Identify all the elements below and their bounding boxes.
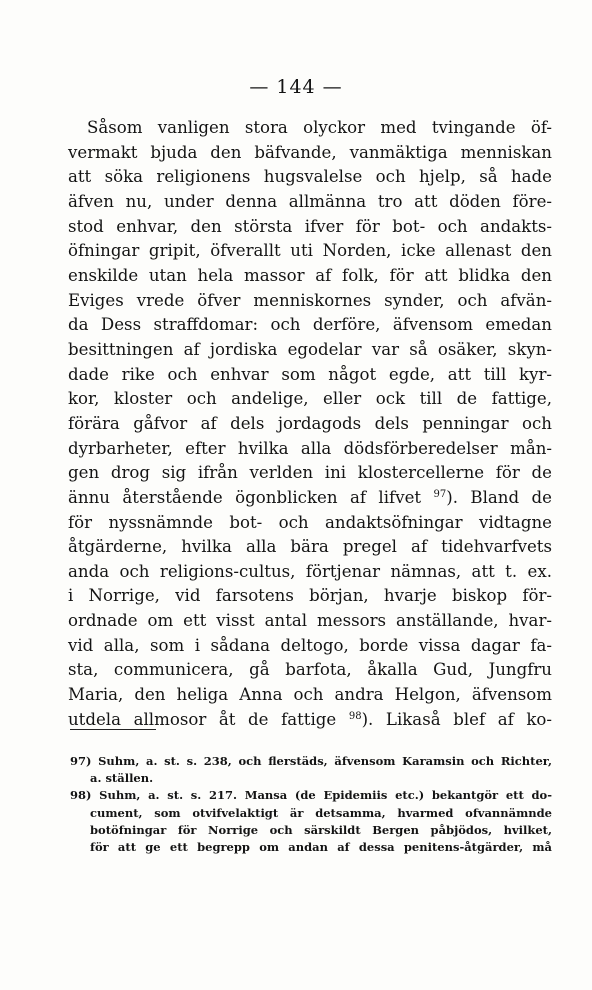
text-line: dade rike och enhvar som något egde, att till kyr- [68, 364, 552, 384]
footnote-divider [70, 729, 156, 730]
footnote-ref-97: 97 [433, 488, 447, 500]
text-line: sta, communicera, gå barfota, åkalla Gud, Jungfru [68, 660, 552, 680]
text-line: Såsom vanligen stora olyckor med tvingande öf- [87, 118, 552, 137]
text-line: ordnade om ett visst antal messors anställande, hvar- [68, 611, 552, 631]
text-line: åtgärderne, hvilka alla bära pregel af tidehvarfvets [68, 537, 552, 557]
text-line: vid alla, som i sådana deltogo, borde vissa dagar fa- [68, 635, 552, 655]
text-line: enskilde utan hela massor af folk, för att blidka den [68, 265, 552, 285]
text-line: gen drog sig ifrån verlden ini klostercellerne för de [68, 463, 552, 483]
text-line: kor, kloster och andelige, eller ock till de fattige, [68, 389, 552, 409]
footnote-98-line: 98) Suhm, a. st. s. 217. Mansa (de Epidemiis etc.) bekantgör ett do- [70, 788, 552, 803]
text-line: vermakt bjuda den bäfvande, vanmäktiga menniskan [68, 142, 552, 162]
text-line: i Norrige, vid farsotens början, hvarje biskop för- [68, 586, 552, 606]
footnote-98-line: cument, som otvifvelaktigt är detsamma, hvarmed ofvannämnde [90, 805, 552, 820]
text-line: da Dess straffdomar: och derföre, äfvensom emedan [68, 315, 552, 335]
text-line: Eviges vrede öfver menniskornes synder, och afvän- [68, 290, 552, 310]
text-line: äfven nu, under denna allmänna tro att döden före- [68, 191, 552, 211]
text-line: anda och religions-cultus, förtjenar nämnas, att t. ex. [68, 561, 552, 581]
footnote-98-line: botöfningar för Norrige och särskildt Bergen påbjödos, hvilket, [90, 822, 552, 837]
text-segment: ). [361, 709, 374, 729]
text-line: Maria, den heliga Anna och andra Helgon, äfvensom [68, 685, 552, 705]
text-line: att söka religionens hugsvalelse och hjelp, så hade [68, 167, 552, 187]
text-line: stod enhvar, den största ifver för bot- och andakts- [68, 216, 552, 236]
footnote-97-line: a. ställen. [90, 771, 154, 786]
text-segment: Likaså blef af ko- [385, 709, 552, 729]
footnote-98-line: för att ge ett begrepp om andan af dessa penitens-åtgärder, må [90, 840, 552, 855]
text-line: för nyssnämnde bot- och andaktsöfningar vidtagne [68, 512, 552, 532]
footnote-97-line: 97) Suhm, a. st. s. 238, och flerstäds, äfvensom Karamsin och Richter, [70, 754, 552, 768]
footnote-ref-98: 98 [348, 710, 362, 722]
text-line: förära gåfvor af dels jordagods dels penningar och [68, 413, 552, 433]
text-segment: utdela allmosor åt de fattige [68, 709, 337, 729]
text-line: dyrbarheter, efter hvilka alla dödsförberedelser mån- [68, 438, 552, 458]
text-segment: ). Bland de [446, 487, 552, 507]
text-line: öfningar gripit, öfverallt uti Norden, icke allenast den [68, 241, 552, 261]
body-text [68, 116, 552, 732]
text-line [68, 486, 552, 511]
text-line: besittningen af jordiska egodelar var så osäker, skyn- [68, 339, 552, 359]
text-segment: ännu återstående ögonblicken af lifvet [68, 487, 422, 507]
footnotes [70, 753, 552, 856]
page-number: — 144 — [249, 76, 343, 98]
